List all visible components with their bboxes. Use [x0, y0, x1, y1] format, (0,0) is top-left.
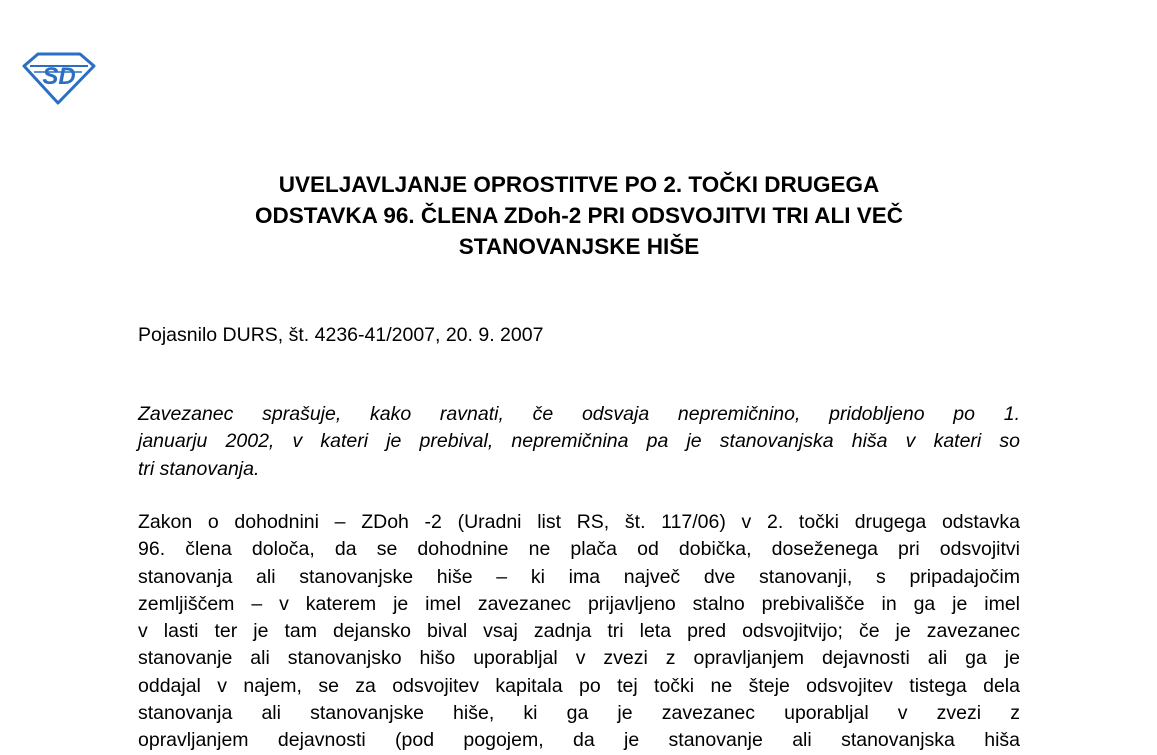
title-line: UVELJAVLJANJE OPROSTITVE PO 2. TOČKI DRUGEGA — [278, 172, 880, 197]
body-line: opravljanjem dejavnosti (pod pogojem, da je stanovanje ali stanovanjska hiša — [138, 729, 1020, 752]
body-line: stanovanja ali stanovanjske hiše, ki ga je zavezanec uporabljal v zvezi z — [138, 702, 1020, 725]
body-line: 96. člena določa, da se dohodnine ne plača od dobička, doseženega pri odsvojitvi — [138, 538, 1020, 561]
body-line: stanovanje ali stanovanjsko hišo uporabljal v zvezi z opravljanjem dejavnosti ali ga je — [138, 647, 1020, 670]
source-reference: Pojasnilo DURS, št. 4236-41/2007, 20. 9. 2007 — [138, 324, 544, 346]
title-line: ODSTAVKA 96. ČLENA ZDoh-2 PRI ODSVOJITVI TRI ALI VEČ — [255, 203, 903, 228]
body-line: v lasti ter je tam dejansko bival vsaj zadnja tri leta pred odsvojitvijo; če je zavezanec — [138, 620, 1020, 643]
sd-logo — [20, 48, 98, 106]
body-line: zemljiščem – v katerem je imel zavezanec prijavljeno stalno prebivališče in ga je imel — [138, 592, 1020, 615]
title-line: STANOVANJSKE HIŠE — [458, 234, 700, 259]
question-line: januarju 2002, v kateri je prebival, nepremičnina pa je stanovanjska hiša v kateri so — [138, 430, 1020, 453]
question-paragraph — [138, 401, 1020, 483]
body-line: oddajal v najem, se za odsvojitev kapitala po tej točki ne šteje odsvojitev tistega dela — [138, 674, 1020, 697]
body-line: Zakon o dohodnini – ZDoh -2 (Uradni list RS, št. 117/06) v 2. točki drugega odstavka — [138, 511, 1020, 533]
body-line: stanovanja ali stanovanjske hiše – ki ima največ dve stanovanji, s pripadajočim — [138, 565, 1020, 588]
body-paragraph — [138, 509, 1020, 755]
logo-text: SD — [42, 63, 76, 90]
question-line: Zavezanec sprašuje, kako ravnati, če odsvaja nepremičnino, pridobljeno po 1. — [138, 403, 1020, 425]
question-line: tri stanovanja. — [138, 457, 260, 480]
document-title — [138, 169, 1020, 262]
sd-shield-logo-icon — [20, 48, 98, 106]
